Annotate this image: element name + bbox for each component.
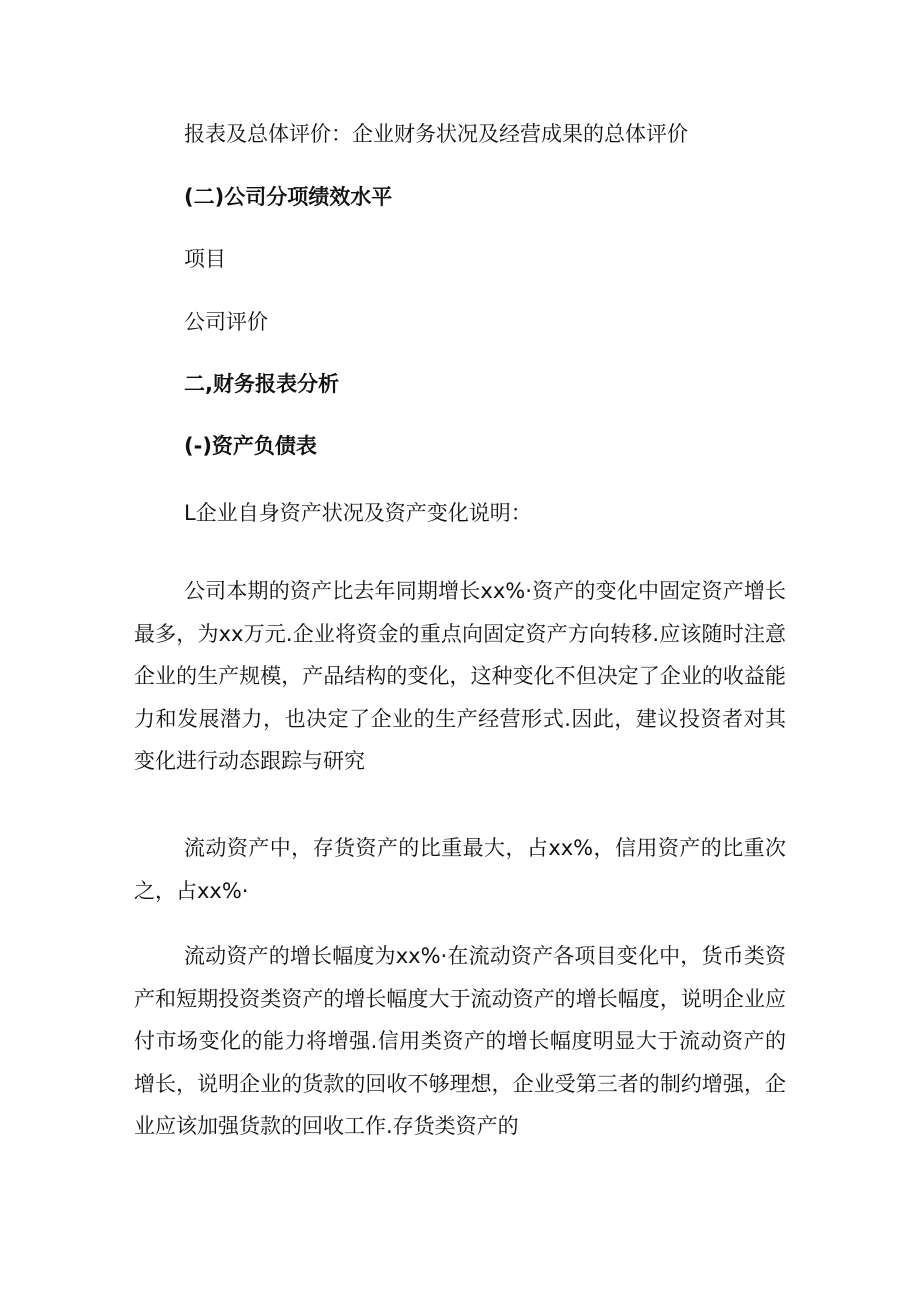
item-label: 项目: [184, 247, 226, 271]
paragraph-growth-rate: 流动资产的增长幅度为xx%·在流动资产各项目变化中，货币类资产和短期投资类资产的增长幅度大于流动资产的增长幅度，说明企业应付市场变化的能力将增强.信用类资产的增长幅度明显大于流动资产的增长，说明企业的货款的回收不够理想，企业受第三者的制约增强，企业应该加强货款的回收工作.存货类资产的: [134, 944, 786, 1138]
summary-line: 报表及总体评价：企业财务状况及经营成果的总体评价: [184, 122, 688, 146]
numbered-item: L企业自身资产状况及资产变化说明：: [184, 501, 532, 525]
balance-sheet-heading: (-)资产负债表: [184, 434, 317, 458]
paragraph-asset-change: 公司本期的资产比去年同期增长xx%·资产的变化中固定资产增长最多，为xx万元.企业将资金的重点向固定资产方向转移.应该随时注意企业的生产规模，产品结构的变化，这种变化不但决定了企业的收益能力和发展潜力，也决定了企业的生产经营形式.因此，建议投资者对其变化进行动态跟踪与研究: [134, 579, 786, 773]
subsection-heading: (二)公司分项绩效水平: [184, 185, 393, 209]
section-heading: 二,财务报表分析: [184, 372, 339, 396]
company-evaluation-label: 公司评价: [184, 310, 268, 334]
paragraph-current-assets: 流动资产中，存货资产的比重最大，占xx%，信用资产的比重次之，占xx%·: [134, 836, 786, 903]
